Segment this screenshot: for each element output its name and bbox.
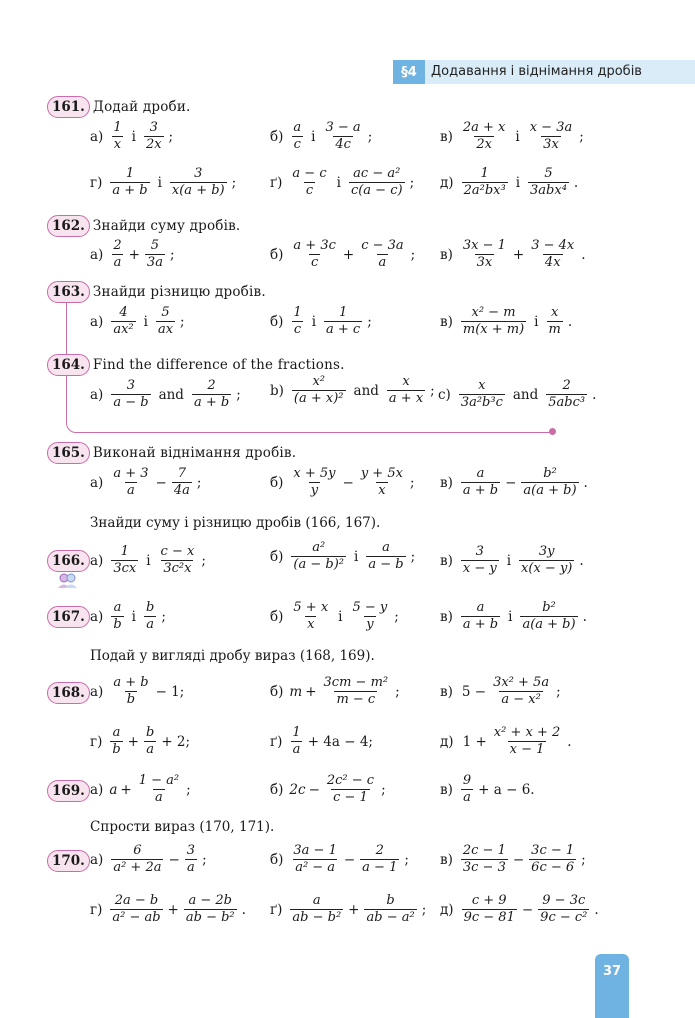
subheading-166: Знайди суму і різницю дробів (166, 167). [90,515,381,531]
item-170g: г) $\frac{2a - b}{\text{a² − ab}}$ + $\frac{a - 2b}{\text{ab − b²}}$ . [90,893,246,925]
task-number: 163. [47,281,90,303]
item-161v: в) $\frac{2a + x}{2x}$ і $\frac{x - 3a}{3x}$ ; [440,120,584,152]
item-168v: в) 5 − $\frac{\text{3x² + 5a}}{\text{a − x²}}$ ; [440,675,561,707]
item-161gg: ґ) $\frac{a - c}{c}$ і $\frac{\text{ac − a²}}{c(a - c)}$ ; [270,166,415,198]
task-164 [47,354,345,376]
task-162 [47,215,240,237]
item-168g: г) $\frac{a}{b}$ + $\frac{b}{a}$ + 2; [90,725,191,757]
item-165b: б) $\frac{x + 5y}{y}$ − $\frac{y + 5x}{x}$ ; [270,466,415,498]
item-170a: а) $\frac{6}{\text{a² + 2a}}$ − $\frac{3}{a}$ ; [90,843,207,875]
item-163a: а) $\frac{4}{\text{ax²}}$ і $\frac{5}{ax}$ ; [90,305,185,337]
task-166 [47,550,90,572]
item-170gg: ґ) $\frac{a}{\text{ab − b²}}$ + $\frac{b}{\text{ab − a²}}$ ; [270,893,427,925]
item-162a: а) $\frac{2}{a}$ + $\frac{5}{3a}$ ; [90,238,175,270]
task-168 [47,682,90,704]
task-163 [47,281,266,303]
bracket-dot [549,428,556,435]
task-text: Додай дроби. [92,99,191,115]
item-169a: а) a + $\frac{\text{1 − a²}}{a}$ ; [90,773,191,805]
item-164b: b) $\frac{\text{x²}}{\text{(a + x)²}}$ and $\frac{x}{a + x}$ ; [270,374,435,406]
item-170d: д) $\frac{c + 9}{9c - 81}$ − $\frac{9 - 3c}{\text{9c − c²}}$ . [440,893,599,925]
task-165 [47,442,296,464]
pair-work-icon [56,572,78,588]
item-168gg: ґ) $\frac{1}{a}$ + 4a − 4; [270,725,373,757]
item-167b: б) $\frac{5 + x}{x}$ і $\frac{5 - y}{y}$ ; [270,600,399,632]
item-164c: c) $\frac{x}{\text{3a²b³c}}$ and $\frac{2}{\text{5abc³}}$ . [438,378,597,410]
item-168b: б) m + $\frac{\text{3cm − m²}}{m - c}$ ; [270,675,400,707]
item-163v: в) $\frac{\text{x² − m}}{m(x + m)}$ і $\frac{x}{m}$ . [440,305,573,337]
task-number: 168. [47,682,90,704]
task-number: 164. [47,354,90,376]
task-number: 169. [47,780,90,802]
item-162b: б) $\frac{a + 3c}{c}$ + $\frac{c - 3a}{a}$ ; [270,238,416,270]
item-168d: д) 1 + $\frac{\text{x² + x + 2}}{x - 1}$ . [440,725,572,757]
item-169v: в) $\frac{9}{a}$ + a − 6. [440,773,535,805]
item-165a: а) $\frac{a + 3}{a}$ − $\frac{7}{4a}$ ; [90,466,202,498]
task-number: 161. [47,96,90,118]
section-header [393,60,695,84]
item-161b: б) $\frac{a}{c}$ і $\frac{3 - a}{4c}$ ; [270,120,373,152]
item-166b: б) $\frac{\text{a²}}{\text{(a − b)²}}$ і $\frac{a}{a - b}$ ; [270,540,416,572]
section-title: Додавання і віднімання дробів [431,64,642,79]
item-166v: в) $\frac{3}{x - y}$ і $\frac{3y}{x(x - y)}$ . [440,544,584,576]
page-number: 37 [595,954,629,1018]
task-number: 165. [47,442,90,464]
item-170b: б) $\frac{3a - 1}{\text{a² − a}}$ − $\frac{2}{a - 1}$ ; [270,843,409,875]
item-165v: в) $\frac{a}{a + b}$ − $\frac{\text{b²}}{a(a + b)}$ . [440,466,588,498]
item-161g: г) $\frac{1}{a + b}$ і $\frac{3}{x(a + b)}$ ; [90,166,237,198]
task-text: Знайди суму дробів. [92,218,241,234]
task-161 [47,96,191,118]
task-text: Find the difference of the fractions. [92,357,345,373]
item-169b: б) 2c − $\frac{\text{2c² − c}}{c - 1}$ ; [270,773,386,805]
item-170v: в) $\frac{2c - 1}{3c - 3}$ − $\frac{3c - 1}{6c - 6}$ ; [440,843,586,875]
item-168a: а) $\frac{a + b}{b}$ − 1; [90,675,185,707]
task-169 [47,780,90,802]
task-number: 162. [47,215,90,237]
task-text: Знайди різницю дробів. [92,284,266,300]
item-164a: а) $\frac{3}{a - b}$ and $\frac{2}{a + b}$ ; [90,378,241,410]
subheading-170: Спрости вираз (170, 171). [90,819,275,835]
item-163b: б) $\frac{1}{c}$ і $\frac{1}{a + c}$ ; [270,305,372,337]
task-167 [47,606,90,628]
item-167v: в) $\frac{a}{a + b}$ і $\frac{\text{b²}}{a(a + b)}$ . [440,600,587,632]
item-162v: в) $\frac{3x - 1}{3x}$ + $\frac{3 - 4x}{4x}$ . [440,238,586,270]
item-161d: д) $\frac{1}{\text{2a²bx³}}$ і $\frac{5}{\text{3abx⁴}}$ . [440,166,579,198]
item-166a: а) $\frac{1}{3cx}$ і $\frac{c - x}{\text{3c²x}}$ ; [90,544,206,576]
task-number: 166. [47,550,90,572]
task-number: 167. [47,606,90,628]
task-text: Виконай віднімання дробів. [92,445,297,461]
section-number: §4 [393,60,425,84]
task-170 [47,850,90,872]
subheading-168: Подай у вигляді дробу вираз (168, 169). [90,648,375,664]
task-number: 170. [47,850,90,872]
item-167a: а) $\frac{a}{b}$ і $\frac{b}{a}$ ; [90,600,166,632]
item-161a: а) $\frac{1}{x}$ і $\frac{3}{2x}$ ; [90,120,174,152]
